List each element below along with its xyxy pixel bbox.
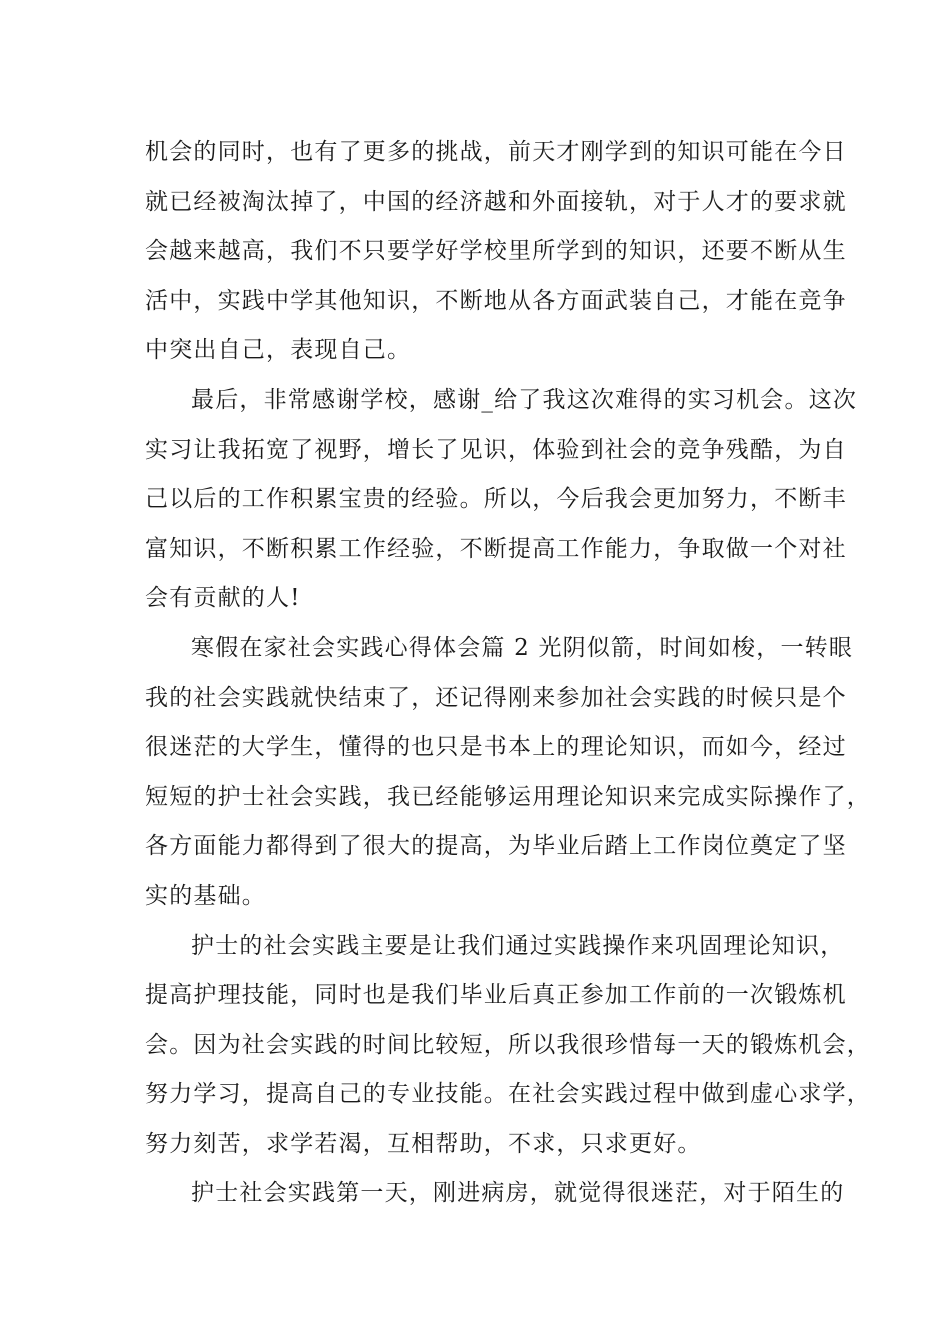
text-line: 己以后的工作积累宝贵的经验。所以，今后我会更加努力，不断丰: [145, 486, 847, 513]
text-line: 活中，实践中学其他知识，不断地从各方面武装自己，才能在竞争: [145, 287, 847, 314]
paragraph-first-line: 寒假在家社会实践心得体会篇 2 光阴似箭，时间如梭，一转眼: [191, 634, 854, 661]
text-line: 会越来越高，我们不只要学好学校里所学到的知识，还要不断从生: [145, 238, 847, 265]
text-line: 实习让我拓宽了视野，增长了见识，体验到社会的竞争残酷，为自: [145, 436, 847, 463]
paragraph-first-line: 护士的社会实践主要是让我们通过实践操作来巩固理论知识，: [191, 932, 845, 959]
text-line: 实的基础。: [145, 882, 266, 909]
text-line: 就已经被淘汰掉了，中国的经济越和外面接轨，对于人才的要求就: [145, 188, 847, 215]
text-line: 很迷茫的大学生，懂得的也只是书本上的理论知识，而如今，经过: [145, 734, 847, 761]
text-line: 机会的同时，也有了更多的挑战，前天才刚学到的知识可能在今日: [145, 139, 847, 165]
text-line: 会有贡献的人!: [145, 585, 301, 612]
paragraph-first-line: 最后，非常感谢学校，感谢_给了我这次难得的实习机会。这次: [191, 386, 858, 413]
paragraph-first-line: 护士社会实践第一天，刚进病房，就觉得很迷茫，对于陌生的: [191, 1180, 845, 1207]
text-line: 努力刻苦，求学若渴，互相帮助，不求，只求更好。: [145, 1130, 702, 1157]
text-line: 中突出自己，表现自己。: [145, 337, 412, 364]
text-line: 提高护理技能，同时也是我们毕业后真正参加工作前的一次锻炼机: [145, 982, 847, 1009]
text-line: 努力学习，提高自己的专业技能。在社会实践过程中做到虚心求学，: [145, 1081, 871, 1108]
text-line: 会。因为社会实践的时间比较短，所以我很珍惜每一天的锻炼机会，: [145, 1031, 871, 1058]
document-body: [145, 128, 871, 1219]
text-line: 短短的护士社会实践，我已经能够运用理论知识来完成实际操作了，: [145, 783, 871, 810]
text-line: 各方面能力都得到了很大的提高，为毕业后踏上工作岗位奠定了坚: [145, 833, 847, 860]
text-line: 我的社会实践就快结束了，还记得刚来参加社会实践的时候只是个: [145, 684, 847, 711]
text-line: 富知识，不断积累工作经验，不断提高工作能力，争取做一个对社: [145, 535, 847, 562]
